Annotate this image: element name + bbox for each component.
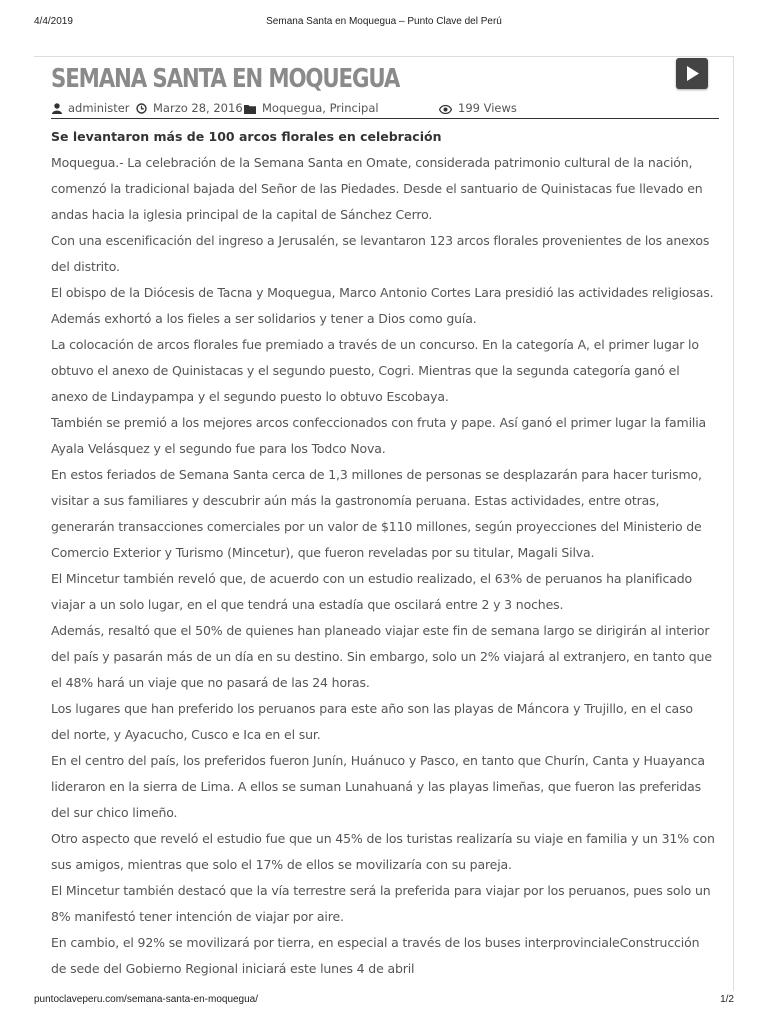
clock-icon: [136, 103, 147, 114]
paragraph: [51, 748, 731, 826]
article-meta: [51, 98, 719, 119]
paragraph-line: de sede del Gobierno Regional iniciará este lunes 4 de abril: [51, 961, 415, 976]
paragraph-line: comenzó la tradicional bajada del Señor de las Piedades. Desde el santuario de Quinistacas fue llevado en: [51, 181, 703, 196]
paragraph-line: Ayala Velásquez y el segundo fue para los Todco Nova.: [51, 441, 386, 456]
paragraph-line: El obispo de la Diócesis de Tacna y Moquegua, Marco Antonio Cortes Lara presidió las actividades religiosas.: [51, 285, 714, 300]
print-header: [0, 16, 768, 30]
paragraph-line: En estos feriados de Semana Santa cerca de 1,3 millones de personas se desplazarán para hacer turismo,: [51, 467, 702, 482]
paragraph-line: Moquegua.- La celebración de la Semana Santa en Omate, considerada patrimonio cultural de la nación,: [51, 155, 693, 170]
user-icon: [52, 103, 62, 114]
play-icon: [686, 66, 700, 81]
paragraph: [51, 462, 731, 566]
paragraph-line: Los lugares que han preferido los peruanos para este año son las playas de Máncora y Trujillo, en el caso: [51, 701, 693, 716]
paragraph-line: obtuvo el anexo de Quinistacas y el segundo puesto, Cogri. Mientras que la segunda categoría ganó el: [51, 363, 680, 378]
paragraph-line: El Mincetur también reveló que, de acuerdo con un estudio realizado, el 63% de peruanos ha planificado: [51, 571, 693, 586]
paragraph-line: Además exhortó a los fieles a ser solidarios y tener a Dios como guía.: [51, 311, 477, 326]
paragraph: [51, 566, 731, 618]
paragraph: [51, 410, 731, 462]
paragraph: [51, 228, 731, 280]
paragraph-line: En el centro del país, los preferidos fueron Junín, Huánuco y Pasco, en tanto que Churín, Canta y Huayanca: [51, 753, 705, 768]
paragraph-line: La colocación de arcos florales fue premiado a través de un concurso. En la categoría A, el primer lugar lo: [51, 337, 699, 352]
print-url: puntoclaveperu.com/semana-santa-en-moquegua/: [34, 994, 259, 1005]
meta-categories-label: Moquegua, Principal: [262, 101, 379, 115]
paragraph: [51, 826, 731, 878]
paragraph-line: También se premió a los mejores arcos confeccionados con fruta y pape. Así ganó el primer lugar la familia: [51, 415, 707, 430]
paragraph-line: del norte, y Ayacucho, Cusco e Ica en el sur.: [51, 727, 321, 742]
paragraph: [51, 618, 731, 696]
paragraph-line: andas hacia la iglesia principal de la capital de Sánchez Cerro.: [51, 207, 433, 222]
print-footer: [0, 994, 768, 1008]
paragraph-line: 8% manifestó tener intención de viajar por aire.: [51, 909, 344, 924]
paragraph: [51, 878, 731, 930]
paragraph: [51, 696, 731, 748]
meta-date: [136, 101, 243, 115]
paragraph-line: Otro aspecto que reveló el estudio fue que un 45% de los turistas realizaría su viaje en familia y un 31% con: [51, 831, 715, 846]
print-date: 4/4/2019: [34, 16, 73, 27]
paragraph-line: del país y pasarán más de un día en su destino. Sin embargo, solo un 2% viajará al extranjero, en tanto que: [51, 649, 712, 664]
paragraph: [51, 332, 731, 410]
paragraph-line: el 48% hará un viaje que no pasará de las 24 horas.: [51, 675, 370, 690]
print-page-number: 1/2: [720, 994, 734, 1005]
meta-author[interactable]: [52, 101, 130, 115]
paragraph-line: viajar a un solo lugar, en el que tendrá una estadía que oscilará entre 2 y 3 noches.: [51, 597, 564, 612]
folder-icon: [244, 104, 256, 114]
meta-author-label: administer: [68, 101, 130, 115]
article-lead: Se levantaron más de 100 arcos florales en celebración: [51, 129, 442, 144]
paragraph-line: lideraron en la sierra de Lima. A ellos se suman Lunahuaná y las playas limeñas, que fueron las preferidas: [51, 779, 702, 794]
meta-views: [439, 101, 517, 115]
eye-icon: [439, 105, 452, 114]
paragraph-line: del distrito.: [51, 259, 120, 274]
paragraph-line: El Mincetur también destacó que la vía terrestre será la preferida para viajar por los peruanos, pues solo un: [51, 883, 711, 898]
play-button[interactable]: [676, 58, 708, 89]
meta-date-label: Marzo 28, 2016: [153, 101, 243, 115]
paragraph-line: Además, resaltó que el 50% de quienes han planeado viajar este fin de semana largo se dirigirán al interior: [51, 623, 710, 638]
paragraph-line: anexo de Lindaypampa y el segundo puesto lo obtuvo Escobaya.: [51, 389, 449, 404]
meta-categories[interactable]: [244, 101, 379, 115]
print-page-title: Semana Santa en Moquegua – Punto Clave del Perú: [266, 16, 502, 27]
paragraph-line: En cambio, el 92% se movilizará por tierra, en especial a través de los buses interprovincialeConstrucción: [51, 935, 700, 950]
paragraph: [51, 150, 731, 228]
paragraph-line: Con una escenificación del ingreso a Jerusalén, se levantaron 123 arcos florales provenientes de los anexos: [51, 233, 710, 248]
paragraph-line: Comercio Exterior y Turismo (Mincetur), que fueron reveladas por su titular, Magali Silva.: [51, 545, 595, 560]
article-paragraphs: [51, 150, 731, 982]
paragraph-line: del sur chico limeño.: [51, 805, 178, 820]
paragraph-line: sus amigos, mientras que solo el 17% de ellos se movilizaría con su pareja.: [51, 857, 512, 872]
meta-views-label: 199 Views: [458, 101, 517, 115]
article-title: SEMANA SANTA EN MOQUEGUA: [51, 64, 400, 94]
article-body: [51, 124, 731, 982]
paragraph: [51, 930, 731, 982]
paragraph: [51, 280, 731, 332]
paragraph-line: visitar a sus familiares y descubrir aún más la gastronomía peruana. Estas actividades, entre otras,: [51, 493, 660, 508]
paragraph-line: generarán transacciones comerciales por un valor de $110 millones, según proyecciones del Ministerio de: [51, 519, 702, 534]
